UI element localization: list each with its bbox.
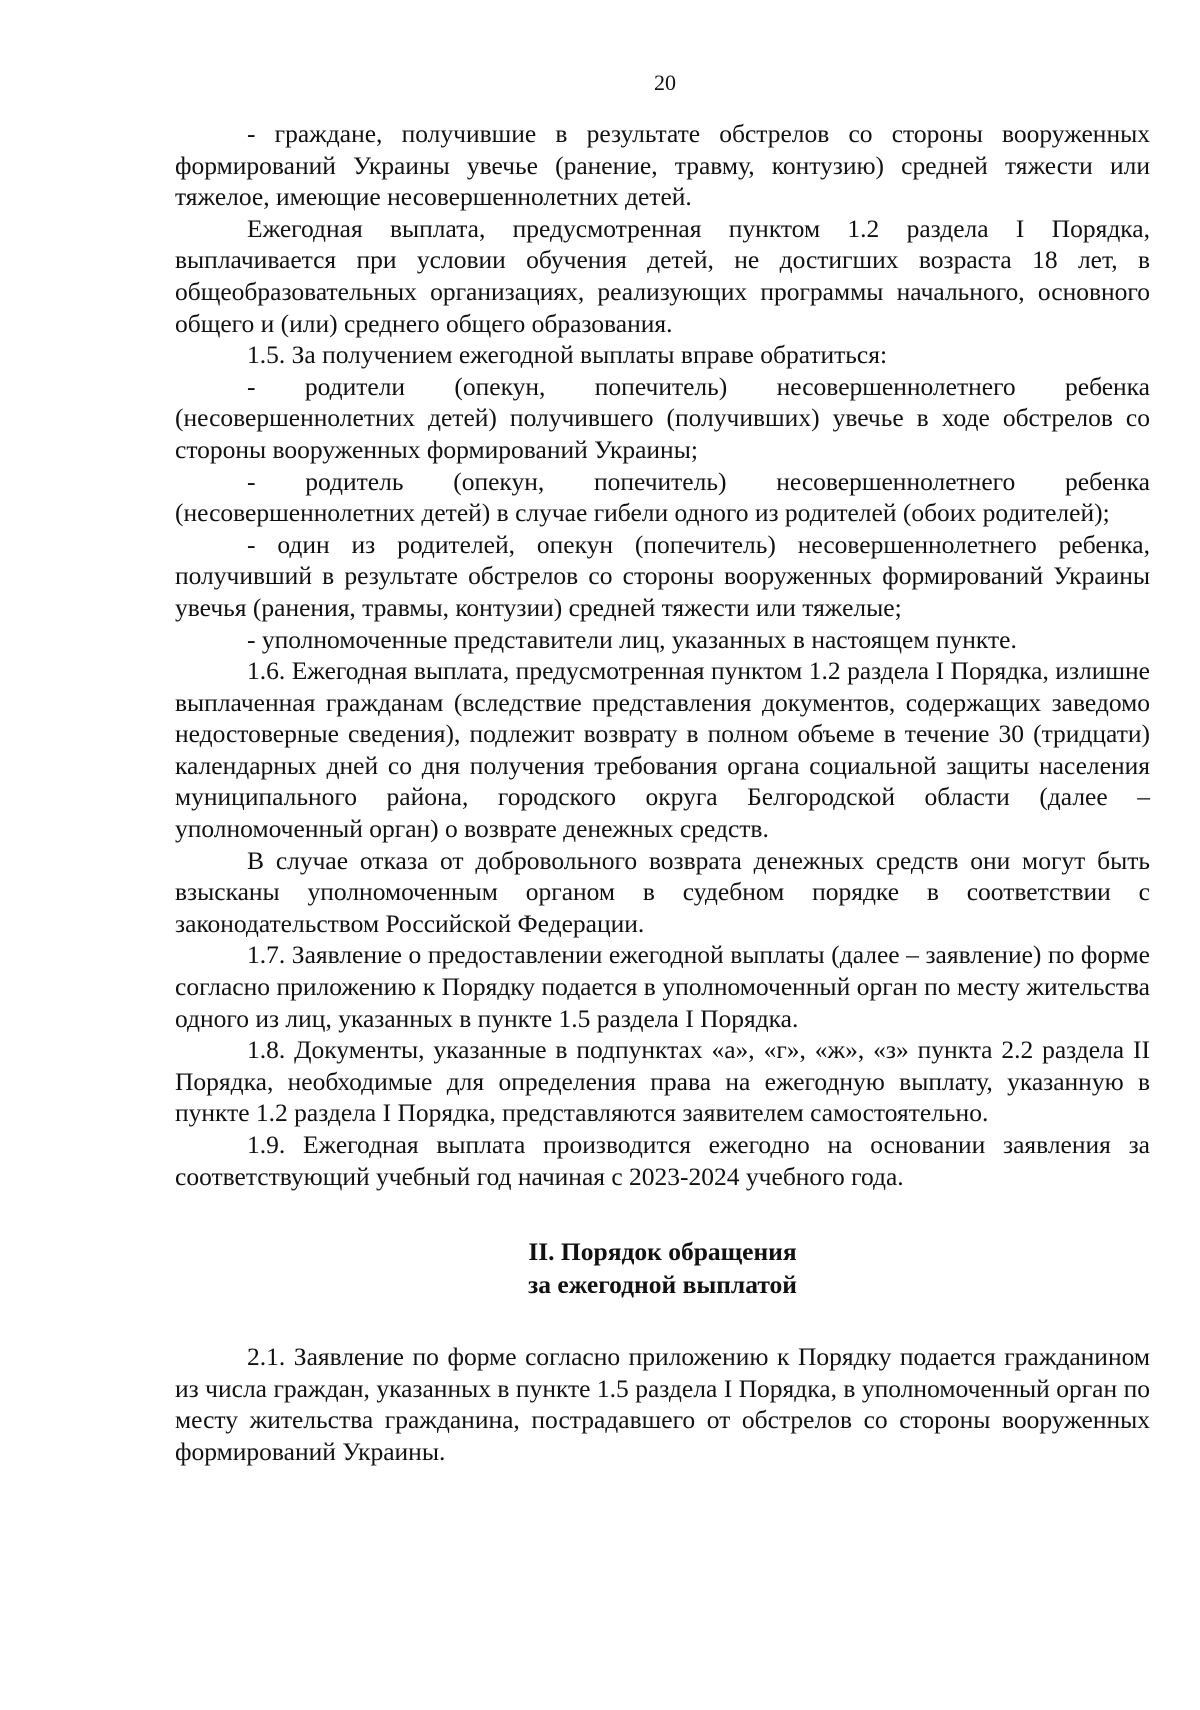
section-heading-line-2: за ежегодной выплатой	[528, 1270, 797, 1300]
paragraph-1-8: 1.8. Документы, указанные в подпунктах «а», «г», «ж», «з» пункта 2.2 раздела II Порядка, необходимые для определения права на ежегодную выплату, указанную в пункте 1.2 раздела I Порядка, представляются заявителем самостоятельно.	[175, 1035, 1150, 1128]
paragraph-1-5-injured-parent: - один из родителей, опекун (попечитель) несовершеннолетнего ребенка, получивший в результате обстрелов со стороны вооруженных формирований Украины увечья (ранения, травмы, контузии) средней тяжести или тяжелые;	[175, 529, 1150, 622]
section-heading-line-1: II. Порядок обращения	[528, 1237, 797, 1267]
paragraph-2-1: 2.1. Заявление по форме согласно приложению к Порядку подается гражданином из числа граждан, указанных в пункте 1.5 раздела I Порядка, в уполномоченный орган по месту жительства гражданина, пострадавшего от обстрелов со стороны вооруженных формирований Украины.	[175, 1342, 1150, 1466]
paragraph-payment-condition: Ежегодная выплата, предусмотренная пунктом 1.2 раздела I Порядка, выплачивается при условии обучения детей, не достигших возраста 18 лет, в общеобразовательных организациях, реализующих программы начального, основного общего и (или) среднего общего образования.	[175, 213, 1150, 338]
section-heading	[175, 1235, 1150, 1301]
paragraph-injured-citizens: - граждане, получившие в результате обстрелов со стороны вооруженных формирований Украины увечье (ранение, травму, контузию) средней тяжести или тяжелое, имеющие несовершеннолетних детей.	[175, 119, 1150, 212]
paragraph-1-7: 1.7. Заявление о предоставлении ежегодной выплаты (далее – заявление) по форме согласно приложению к Порядку подается в уполномоченный орган по месту жительства одного из лиц, указанных в пункте 1.5 раздела I Порядка.	[175, 940, 1150, 1033]
paragraph-1-5-parent-death: - родитель (опекун, попечитель) несовершеннолетнего ребенка (несовершеннолетних детей) в случае гибели одного из родителей (обоих родителей);	[175, 466, 1150, 528]
paragraph-1-5-parents: - родители (опекун, попечитель) несовершеннолетнего ребенка (несовершеннолетних детей) получившего (получивших) увечье в ходе обстрелов со стороны вооруженных формирований Украины;	[175, 371, 1150, 464]
page-number: 20	[654, 70, 676, 95]
document-body	[175, 118, 1150, 1468]
paragraph-1-5-representatives: - уполномоченные представители лиц, указанных в настоящем пункте.	[247, 624, 1017, 654]
paragraph-refusal-refund: В случае отказа от добровольного возврата денежных средств они могут быть взысканы уполномоченным органом в судебном порядке в соответствии с законодательством Российской Федерации.	[175, 845, 1150, 938]
paragraph-1-5-intro: 1.5. За получением ежегодной выплаты вправе обратиться:	[247, 340, 888, 370]
paragraph-1-9: 1.9. Ежегодная выплата производится ежегодно на основании заявления за соответствующий учебный год начиная с 2023-2024 учебного года.	[175, 1130, 1150, 1191]
paragraph-1-6: 1.6. Ежегодная выплата, предусмотренная пунктом 1.2 раздела I Порядка, излишне выплаченная гражданам (вследствие представления документов, содержащих заведомо недостоверные сведения), подлежит возврату в полном объеме в течение 30 (тридцати) календарных дней со дня получения требования органа социальной защиты населения муниципального района, городского округа Белгородской области (далее – уполномоченный орган) о возврате денежных средств.	[175, 656, 1150, 844]
